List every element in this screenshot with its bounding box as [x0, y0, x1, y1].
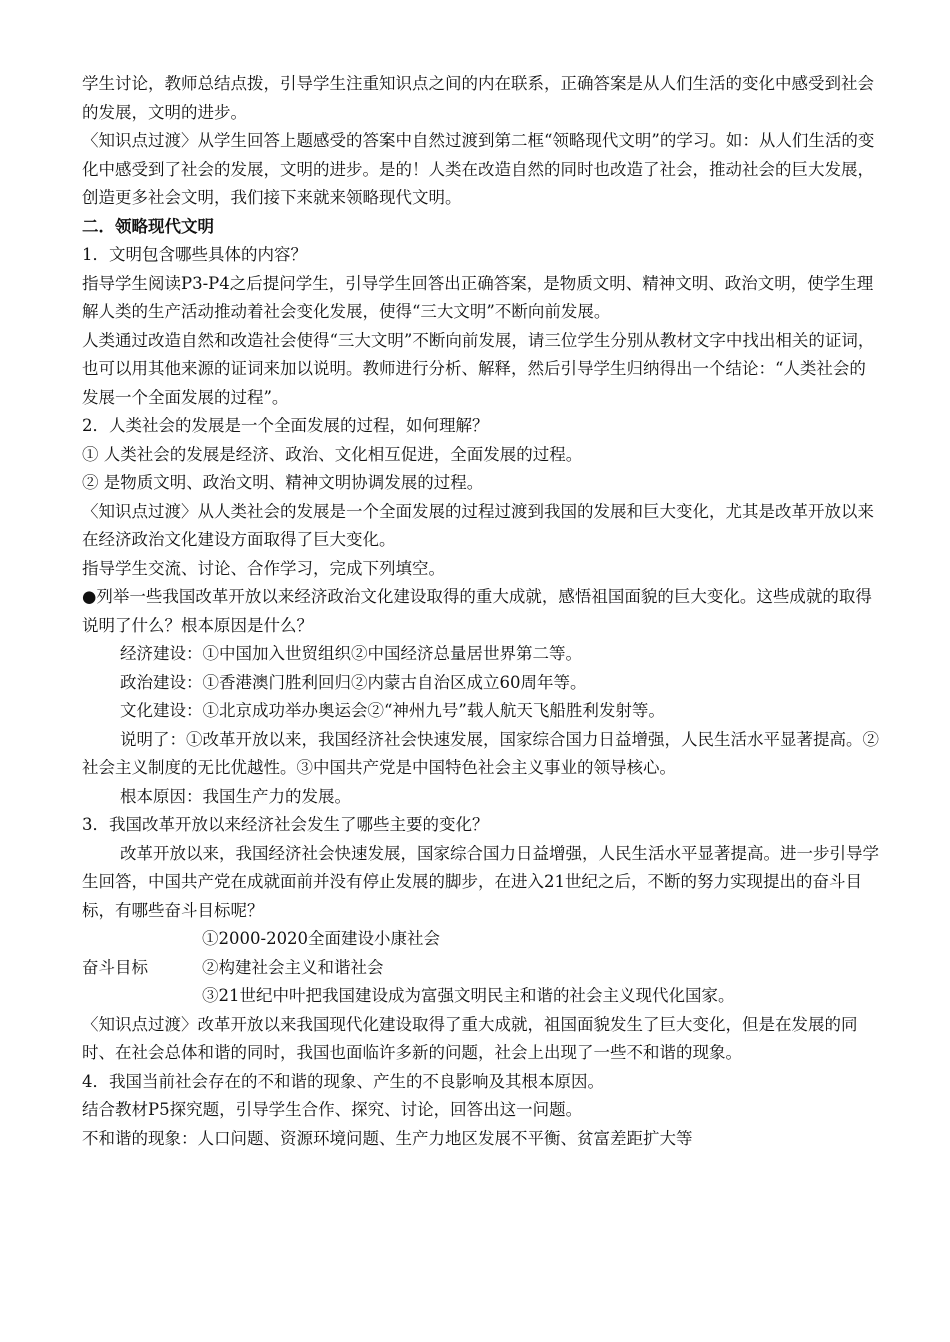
paragraph: 指导学生阅读P3-P4之后提问学生，引导学生回答出正确答案，是物质文明、精神文明、政治文明，使学生理解人类的生产活动推动着社会变化发展，使得“三大文明”不断向前发展。: [82, 273, 874, 321]
paragraph: 学生讨论，教师总结点拨，引导学生注重知识点之间的内在联系，正确答案是从人们生活的变化中感受到社会的发展，文明的进步。: [82, 74, 874, 122]
cultural-construction: 文化建设：①北京成功举办奥运会②“神州九号”载人航天飞船胜利发射等。: [120, 701, 665, 720]
goal-item: ②构建社会主义和谐社会: [202, 957, 384, 977]
bullet-paragraph: ●列举一些我国改革开放以来经济政治文化建设取得的重大成就，感悟祖国面貌的巨大变化。这些成就的取得说明了什么？根本原因是什么？: [82, 587, 872, 635]
document-page: [82, 70, 882, 1153]
paragraph: 〈知识点过渡〉改革开放以来我国现代化建设取得了重大成就，祖国面貌发生了巨大变化，但是在发展的同时、在社会总体和谐的同时，我国也面临许多新的问题，社会上出现了一些不和谐的现象。: [82, 1014, 858, 1062]
paragraph: 改革开放以来，我国经济社会快速发展，国家综合国力日益增强，人民生活水平显著提高。进一步引导学生回答，中国共产党在成就面前并没有停止发展的脚步，在进入21世纪之后，不断的努力实现提出的奋斗目标，有哪些奋斗目标呢？: [82, 843, 879, 920]
section-heading: 二．领略现代文明: [82, 216, 214, 236]
paragraph: 〈知识点过渡〉从人类社会的发展是一个全面发展的过程过渡到我国的发展和巨大变化，尤其是改革开放以来在经济政治文化建设方面取得了巨大变化。: [82, 501, 874, 549]
question: 1．文明包含哪些具体的内容？: [82, 245, 307, 264]
goal-item: ①2000-2020全面建设小康社会: [202, 929, 441, 948]
goal-label: 奋斗目标: [82, 957, 148, 977]
question: 4．我国当前社会存在的不和谐的现象、产生的不良影响及其根本原因。: [82, 1071, 604, 1091]
goal-row: [82, 954, 882, 983]
answer-item: ② 是物质文明、政治文明、精神文明协调发展的过程。: [82, 473, 484, 492]
paragraph: 指导学生交流、讨论、合作学习，完成下列填空。: [82, 558, 445, 578]
question: 3．我国改革开放以来经济社会发生了哪些主要的变化？: [82, 815, 489, 834]
root-cause: 根本原因：我国生产力的发展。: [120, 786, 351, 806]
answer-item: ① 人类社会的发展是经济、政治、文化相互促进，全面发展的过程。: [82, 444, 583, 464]
goal-item: ③21世纪中叶把我国建设成为富强文明民主和谐的社会主义现代化国家。: [202, 986, 735, 1005]
economic-construction: 经济建设：①中国加入世贸组织②中国经济总量居世界第二等。: [120, 644, 582, 663]
paragraph: 〈知识点过渡〉从学生回答上题感受的答案中自然过渡到第二框“领略现代文明”的学习。如：从人们生活的变化中感受到了社会的发展，文明的进步。是的！人类在改造自然的同时也改造了社会，推动社会的巨大发展，创造更多社会文明，我们接下来就来领略现代文明。: [82, 131, 875, 207]
explanation: 说明了：①改革开放以来，我国经济社会快速发展，国家综合国力日益增强，人民生活水平显著提高。②社会主义制度的无比优越性。③中国共产党是中国特色社会主义事业的领导核心。: [82, 729, 879, 777]
paragraph: 结合教材P5探究题，引导学生合作、探究、讨论，回答出这一问题。: [82, 1100, 583, 1119]
political-construction: 政治建设：①香港澳门胜利回归②内蒙古自治区成立60周年等。: [120, 672, 587, 692]
paragraph: 不和谐的现象：人口问题、资源环境问题、生产力地区发展不平衡、贫富差距扩大等: [82, 1128, 693, 1148]
paragraph: 人类通过改造自然和改造社会使得“三大文明”不断向前发展，请三位学生分别从教材文字中找出相关的证词，也可以用其他来源的证词来加以说明。教师进行分析、解释，然后引导学生归纳得出一个结论：“人类社会的发展一个全面发展的过程”。: [82, 330, 875, 407]
question: 2．人类社会的发展是一个全面发展的过程，如何理解？: [82, 416, 489, 435]
